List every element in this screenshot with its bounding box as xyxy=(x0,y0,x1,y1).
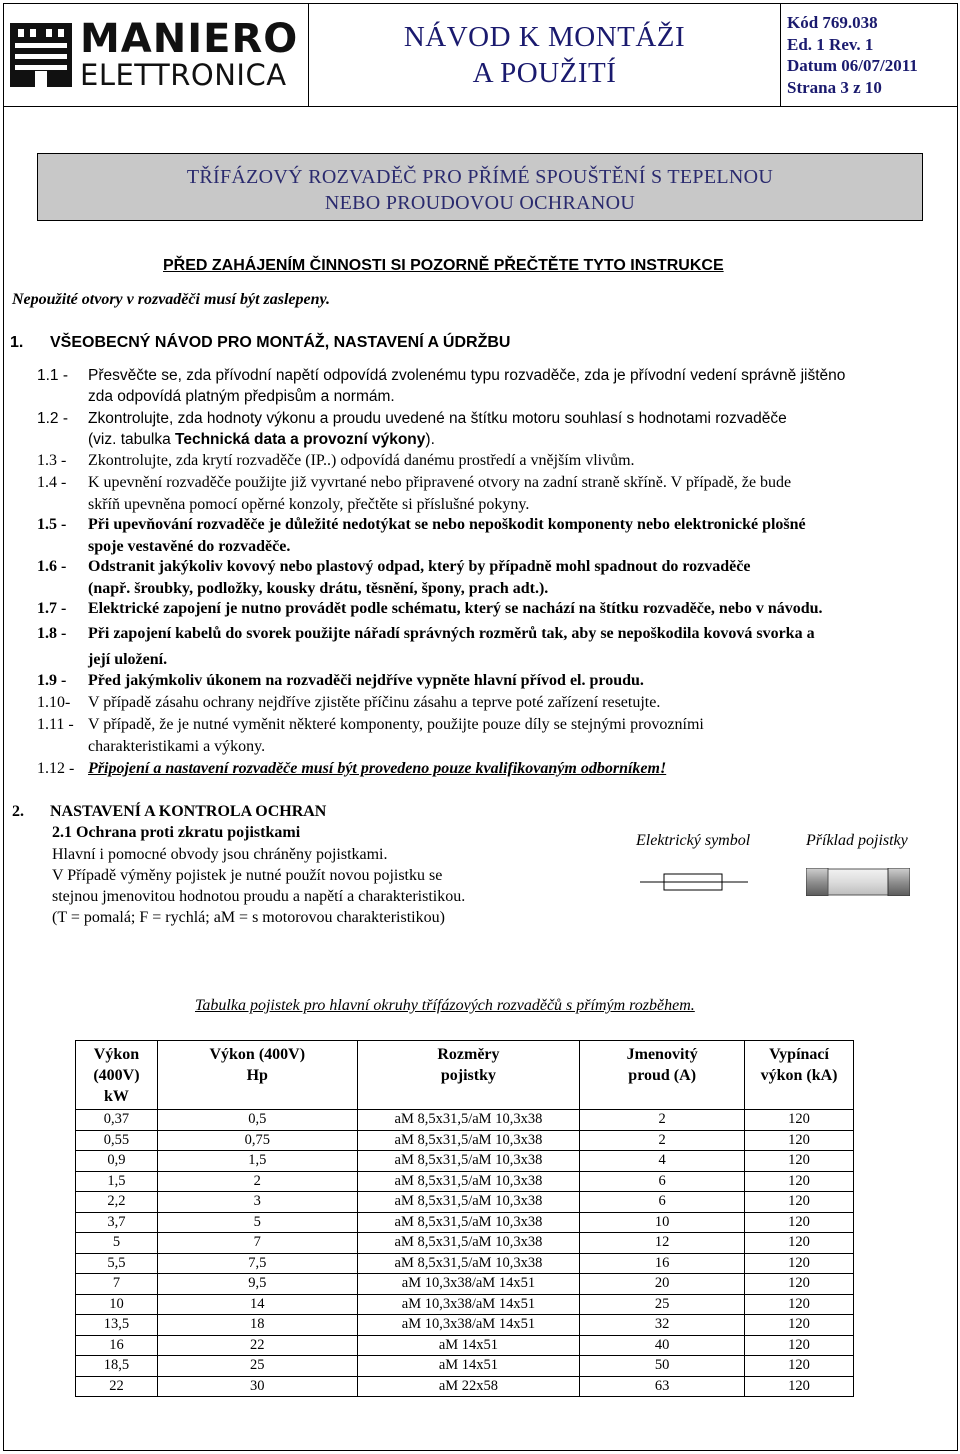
cell-hp: 9,5 xyxy=(157,1274,357,1295)
cell-fuse: aM 8,5x31,5/aM 10,3x38 xyxy=(357,1171,580,1192)
table-row xyxy=(76,1253,854,1274)
item-1-6-text: Odstranit jakýkoliv kovový nebo plastový odpad, který by případně mohl spadnout do rozvaděče xyxy=(88,558,751,575)
document-title-box xyxy=(37,153,923,221)
cell-fuse: aM 8,5x31,5/aM 10,3x38 xyxy=(357,1212,580,1233)
header-title xyxy=(309,4,781,106)
item-1-12-number: 1.12 - xyxy=(37,760,75,777)
item-1-11-text: V případě, že je nutné vyměnit některé komponenty, použijte pouze díly se stejnými provozními xyxy=(88,716,704,733)
table-row xyxy=(76,1274,854,1295)
header-power-hp: Výkon (400V) Hp xyxy=(157,1041,357,1110)
item-1-2-text-cont xyxy=(88,431,435,449)
item-1-5-number: 1.5 - xyxy=(37,516,67,533)
cell-current: 12 xyxy=(580,1233,745,1254)
fuse-example-icon xyxy=(806,868,910,896)
cell-current: 50 xyxy=(580,1356,745,1377)
section2-1-line3: stejnou jmenovitou hodnotou proudu a napětí a charakteristikou. xyxy=(52,888,466,905)
item-1-6-number: 1.6 - xyxy=(37,558,67,575)
cell-hp: 2 xyxy=(157,1171,357,1192)
cell-capacity: 120 xyxy=(745,1335,854,1356)
cell-current: 6 xyxy=(580,1192,745,1213)
cell-current: 63 xyxy=(580,1376,745,1397)
table-row xyxy=(76,1233,854,1254)
table-row xyxy=(76,1315,854,1336)
cell-hp: 3 xyxy=(157,1192,357,1213)
section2-title: NASTAVENÍ A KONTROLA OCHRAN xyxy=(50,803,327,820)
meta-edition: Ed. 1 Rev. 1 xyxy=(787,34,874,54)
cell-hp: 7,5 xyxy=(157,1253,357,1274)
table-row xyxy=(76,1356,854,1377)
cell-fuse: aM 8,5x31,5/aM 10,3x38 xyxy=(357,1130,580,1151)
cell-current: 32 xyxy=(580,1315,745,1336)
cell-hp: 5 xyxy=(157,1212,357,1233)
cell-fuse: aM 10,3x38/aM 14x51 xyxy=(357,1315,580,1336)
item-1-4-number: 1.4 - xyxy=(37,474,67,491)
cell-hp: 1,5 xyxy=(157,1151,357,1172)
item-1-5-text-cont: spoje vestavěné do rozvaděče. xyxy=(88,538,291,555)
cell-current: 2 xyxy=(580,1110,745,1131)
item-1-10-text: V případě zásahu ochrany nejdříve zjistěte příčinu zásahu a teprve poté zařízení resetujte. xyxy=(88,694,661,711)
header-power-kw: Výkon (400V) kW xyxy=(76,1041,158,1110)
item-1-6-text-cont: (např. šroubky, podložky, kousky drátu, těsnění, špony, prach adt.). xyxy=(88,580,549,597)
cell-hp: 7 xyxy=(157,1233,357,1254)
item-1-12-text: Připojení a nastavení rozvaděče musí být provedeno pouze kvalifikovaným odborníkem! xyxy=(88,760,667,777)
table-row xyxy=(76,1171,854,1192)
cell-kw: 5,5 xyxy=(76,1253,158,1274)
table-row xyxy=(76,1294,854,1315)
item-1-4-text: K upevnění rozvaděče použijte již vyvrtané nebo připravené otvory na zadní straně skříně. V případě, že bude xyxy=(88,474,792,491)
item-1-1-text-cont: zda odpovídá platným předpisům a normám. xyxy=(88,388,395,405)
cell-fuse: aM 8,5x31,5/aM 10,3x38 xyxy=(357,1151,580,1172)
item-1-3-number: 1.3 - xyxy=(37,452,67,469)
meta-date: Datum 06/07/2011 xyxy=(787,56,918,75)
item-1-8-number: 1.8 - xyxy=(37,625,67,642)
logo-text-primary: MANIERO xyxy=(80,16,299,62)
table-row xyxy=(76,1110,854,1131)
item-1-10-number: 1.10- xyxy=(37,694,71,711)
table-header-row xyxy=(76,1041,854,1110)
item-1-11-text-cont: charakteristikami a výkony. xyxy=(88,738,266,755)
cell-current: 25 xyxy=(580,1294,745,1315)
company-logo xyxy=(4,4,309,106)
cell-fuse: aM 14x51 xyxy=(357,1356,580,1377)
cell-capacity: 120 xyxy=(745,1294,854,1315)
cell-kw: 2,2 xyxy=(76,1192,158,1213)
intro-note: Nepoužité otvory v rozvaděči musí být zaslepeny. xyxy=(12,291,331,308)
section2-1-title: 2.1 Ochrana proti zkratu pojistkami xyxy=(52,824,301,841)
cell-current: 6 xyxy=(580,1171,745,1192)
item-1-5-text: Při upevňování rozvaděče je důležité nedotýkat se nebo nepoškodit komponenty nebo elektronické plošné xyxy=(88,516,806,533)
header-rated-current: Jmenovitý proud (A) xyxy=(580,1041,745,1110)
cell-current: 10 xyxy=(580,1212,745,1233)
item-1-11-number: 1.11 - xyxy=(37,716,74,733)
cell-hp: 0,5 xyxy=(157,1110,357,1131)
cell-capacity: 120 xyxy=(745,1274,854,1295)
table-row xyxy=(76,1212,854,1233)
meta-page: Strana 3 z 10 xyxy=(787,77,882,97)
cell-kw: 22 xyxy=(76,1376,158,1397)
item-1-9-number: 1.9 - xyxy=(37,672,67,689)
table-row xyxy=(76,1151,854,1172)
cell-fuse: aM 10,3x38/aM 14x51 xyxy=(357,1294,580,1315)
cell-current: 20 xyxy=(580,1274,745,1295)
fuse-symbol-icon xyxy=(640,870,748,894)
warning-heading: PŘED ZAHÁJENÍM ČINNOSTI SI POZORNĚ PŘEČTĚTE TYTO INSTRUKCE xyxy=(163,257,724,274)
cell-fuse: aM 8,5x31,5/aM 10,3x38 xyxy=(357,1110,580,1131)
cell-capacity: 120 xyxy=(745,1151,854,1172)
cell-hp: 22 xyxy=(157,1335,357,1356)
cell-hp: 30 xyxy=(157,1376,357,1397)
cell-fuse: aM 8,5x31,5/aM 10,3x38 xyxy=(357,1233,580,1254)
document-header xyxy=(3,3,958,107)
cell-capacity: 120 xyxy=(745,1253,854,1274)
cell-kw: 18,5 xyxy=(76,1356,158,1377)
cell-kw: 16 xyxy=(76,1335,158,1356)
section2-1-line4: (T = pomalá; F = rychlá; aM = s motorovou charakteristikou) xyxy=(52,909,445,926)
cell-kw: 5 xyxy=(76,1233,158,1254)
cell-kw: 0,55 xyxy=(76,1130,158,1151)
castle-logo-icon xyxy=(10,23,72,87)
header-breaking-capacity: Vypínací výkon (kA) xyxy=(745,1041,854,1110)
table-row xyxy=(76,1335,854,1356)
cell-capacity: 120 xyxy=(745,1110,854,1131)
header-fuse-size: Rozměry pojistky xyxy=(357,1041,580,1110)
cell-kw: 3,7 xyxy=(76,1212,158,1233)
item-1-1-text: Přesvěčte se, zda přívodní napětí odpovídá zvolenému typu rozvaděče, zda je přívodní vedení správně jištěno xyxy=(88,367,846,384)
cell-kw: 7 xyxy=(76,1274,158,1295)
cell-fuse: aM 14x51 xyxy=(357,1335,580,1356)
item-1-2-number: 1.2 - xyxy=(37,410,69,427)
document-title-line1: TŘÍFÁZOVÝ ROZVADĚČ PRO PŘÍMÉ SPOUŠTĚNÍ S TEPELNOU xyxy=(186,166,774,188)
cell-hp: 25 xyxy=(157,1356,357,1377)
table-row xyxy=(76,1376,854,1397)
item-1-2-ref-open: (viz. tabulka xyxy=(88,431,176,448)
meta-code: Kód 769.038 xyxy=(787,13,878,32)
item-1-2-ref-close: ). xyxy=(425,431,435,448)
item-1-8-text-cont: její uložení. xyxy=(88,651,168,668)
cell-capacity: 120 xyxy=(745,1315,854,1336)
header-title-line1: NÁVOD K MONTÁŽI xyxy=(403,21,686,53)
cell-fuse: aM 8,5x31,5/aM 10,3x38 xyxy=(357,1253,580,1274)
logo-text-secondary: ELETTRONICA xyxy=(80,58,287,92)
document-meta xyxy=(781,4,957,106)
item-1-2-ref-table: Technická data a provozní výkony xyxy=(175,431,426,448)
section2-1-line1: Hlavní i pomocné obvody jsou chráněny pojistkami. xyxy=(52,846,388,863)
cell-fuse: aM 10,3x38/aM 14x51 xyxy=(357,1274,580,1295)
section2-number: 2. xyxy=(12,803,24,820)
cell-kw: 0,9 xyxy=(76,1151,158,1172)
cell-kw: 10 xyxy=(76,1294,158,1315)
cell-capacity: 120 xyxy=(745,1212,854,1233)
cell-current: 16 xyxy=(580,1253,745,1274)
header-title-line2: A POUŽITÍ xyxy=(472,57,617,89)
section1-title: VŠEOBECNÝ NÁVOD PRO MONTÁŽ, NASTAVENÍ A ÚDRŽBU xyxy=(50,334,511,351)
section2-1-line2: V Případě výměny pojistek je nutné použít novou pojistku se xyxy=(52,867,443,884)
example-caption: Příklad pojistky xyxy=(806,832,908,849)
item-1-7-number: 1.7 - xyxy=(37,600,67,617)
cell-capacity: 120 xyxy=(745,1376,854,1397)
item-1-9-text: Před jakýmkoliv úkonem na rozvaděči nejdříve vypněte hlavní přívod el. proudu. xyxy=(88,672,644,689)
table-row xyxy=(76,1130,854,1151)
cell-kw: 1,5 xyxy=(76,1171,158,1192)
cell-capacity: 120 xyxy=(745,1130,854,1151)
item-1-7-text: Elektrické zapojení je nutno provádět podle schématu, který se nachází na štítku rozvaděče, nebo v návodu. xyxy=(88,600,823,617)
cell-capacity: 120 xyxy=(745,1192,854,1213)
cell-hp: 14 xyxy=(157,1294,357,1315)
cell-current: 2 xyxy=(580,1130,745,1151)
cell-kw: 0,37 xyxy=(76,1110,158,1131)
fuse-table xyxy=(75,1040,854,1397)
cell-capacity: 120 xyxy=(745,1356,854,1377)
document-title-line2: NEBO PROUDOVOU OCHRANOU xyxy=(324,192,636,214)
symbol-caption: Elektrický symbol xyxy=(636,832,751,849)
cell-hp: 18 xyxy=(157,1315,357,1336)
item-1-1-number: 1.1 - xyxy=(37,367,69,384)
cell-fuse: aM 22x58 xyxy=(357,1376,580,1397)
cell-kw: 13,5 xyxy=(76,1315,158,1336)
cell-capacity: 120 xyxy=(745,1233,854,1254)
table-row xyxy=(76,1192,854,1213)
cell-capacity: 120 xyxy=(745,1171,854,1192)
table-caption: Tabulka pojistek pro hlavní okruhy třífázových rozvaděčů s přímým rozběhem. xyxy=(195,997,695,1014)
cell-hp: 0,75 xyxy=(157,1130,357,1151)
cell-current: 4 xyxy=(580,1151,745,1172)
item-1-3-text: Zkontrolujte, zda krytí rozvaděče (IP..) odpovídá danému prostředí a vnějším vlivům. xyxy=(88,452,635,469)
item-1-8-text: Při zapojení kabelů do svorek použijte nářadí správných rozměrů tak, aby se nepoškodila kovová svorka a xyxy=(88,625,815,642)
item-1-2-text: Zkontrolujte, zda hodnoty výkonu a proudu uvedené na štítku motoru souhlasí s hodnotami rozvaděče xyxy=(88,410,787,427)
cell-current: 40 xyxy=(580,1335,745,1356)
cell-fuse: aM 8,5x31,5/aM 10,3x38 xyxy=(357,1192,580,1213)
item-1-4-text-cont: skříň upevněna pomocí opěrné konzoly, přečtěte si příslušné pokyny. xyxy=(88,496,530,513)
section1-number: 1. xyxy=(10,334,24,351)
